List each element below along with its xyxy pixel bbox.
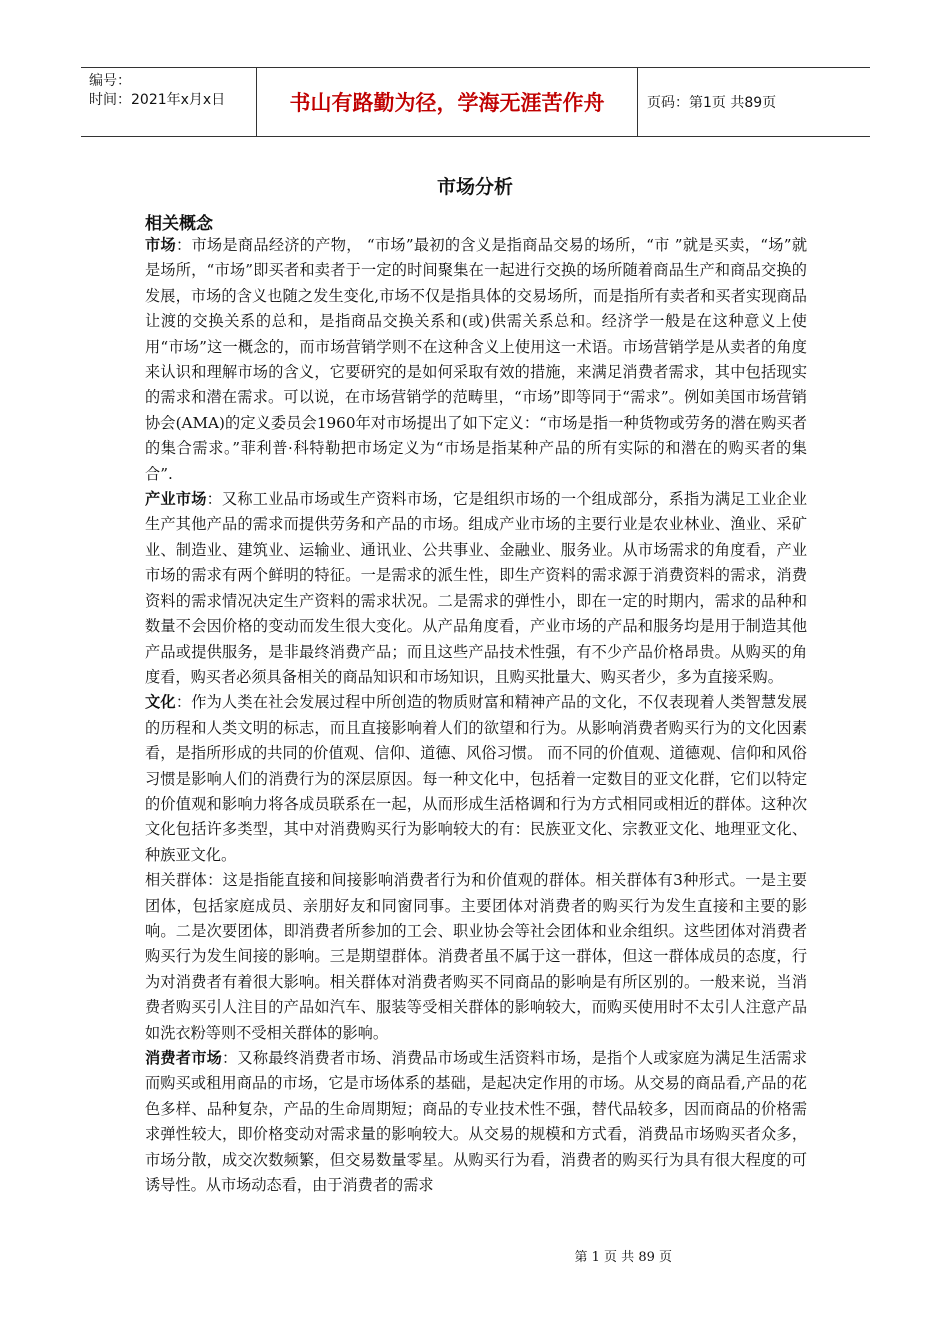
document-body [145,233,807,1198]
term-market: 市场 [145,236,176,254]
paragraph-text: ：作为人类在社会发展过程中所创造的物质财富和精神产品的文化，不仅表现着人类智慧发展的历程和人类文明的标志，而且直接影响着人们的欲望和行为。从影响消费者购买行为的文化因素看，是指所形成的共同的价值观、信仰、道德、风俗习惯。 而不同的价值观、道德观、信仰和风俗习惯是影响人们的消费行为的深层原因。每一种文化中，包括着一定数目的亚文化群，它们以特定的价值观和影响力将各成员联系在一起，从而形成生活格调和行为方式相同或相近的群体。这种次文化包括许多类型，其中对消费购买行为影响较大的有：民族亚文化、宗教亚文化、地理亚文化、种族亚文化。 [145,693,808,864]
paragraph-consumer-market [145,1046,807,1198]
header-motto: 书山有路勤为径，学海无涯苦作舟 [257,68,638,136]
time-label: 时间：2021年x月x日 [89,92,226,108]
document-title: 市场分析 [436,176,513,198]
term-culture: 文化 [145,693,176,712]
paragraph-text: ：市场是商品经济的产物， “市场”最初的含义是指商品交易的场所，“市 ”就是买卖，“场”就是场所，“市场”即买者和卖者于一定的时间聚集在一起进行交换的场所随着商品生产和商品交换的发展，市场的含义也随之发生变化,市场不仅是指具体的交易场所，而是指所有卖者和买者实现商品让渡的交换关系的总和，是指商品交换关系和(或)供需关系总和。经济学一般是在这种意义上使用“市场”这一概念的，而市场营销学则不在这种含义上使用这一术语。市场营销学是从卖者的角度来认识和理解市场的含义，它要研究的是如何采取有效的措施，来满足消费者需求，其中包括现实的需求和潜在需求。可以说，在市场营销学的范畴里，“市场”即等同于“需求”。例如美国市场营销协会(AMA)的定义委员会1960年对市场提出了如下定义：“市场是指一种货物或劳务的潜在购买者的集合需求。”菲利普·科特勒把市场定义为“市场是指某种产品的所有实际的和潜在的购买者的集合”. [145,236,808,483]
number-label: 编号： [89,73,131,89]
page-footer: 第 1 页 共 89 页 [574,1250,672,1265]
paragraph-text: ：又称最终消费者市场、消费品市场或生活资料市场，是指个人或家庭为满足生活需求而购买或租用商品的市场，它是市场体系的基础，是起决定作用的市场。从交易的商品看,产品的花色多样、品种复杂，产品的生命周期短；商品的专业技术性不强，替代品较多，因而商品的价格需求弹性较大，即价格变动对需求量的影响较大。从交易的规模和方式看，消费品市场购买者众多，市场分散，成交次数频繁，但交易数量零星。从购买行为看，消费者的购买行为具有很大程度的可诱导性。从市场动态看，由于消费者的需求 [145,1049,808,1195]
paragraph-market [145,233,807,487]
paragraph-industrial-market [145,487,807,690]
paragraph-text: 相关群体：这是指能直接和间接影响消费者行为和价值观的群体。相关群体有3种形式。一是主要团体，包括家庭成员、亲朋好友和同窗同事。主要团体对消费者的购买行为发生直接和主要的影响。二是次要团体，即消费者所参加的工会、职业协会等社会团体和业余组织。这些团体对消费者购买行为发生间接的影响。三是期望群体。消费者虽不属于这一群体，但这一群体成员的态度，行为对消费者有着很大影响。相关群体对消费者购买不同商品的影响是有所区别的。一般来说，当消费者购买引人注目的产品如汽车、服装等受相关群体的影响较大，而购买使用时不太引人注意产品如洗衣粉等则不受相关群体的影响。 [145,871,807,1042]
header-meta [81,68,257,136]
paragraph-text: ：又称工业品市场或生产资料市场，它是组织市场的一个组成部分，系指为满足工业企业生产其他产品的需求而提供劳务和产品的市场。组成产业市场的主要行业是农业林业、渔业、采矿业、制造业、建筑业、运输业、通讯业、公共事业、金融业、服务业。从市场需求的角度看，产业市场的需求有两个鲜明的特征。一是需求的派生性，即生产资料的需求源于消费资料的需求，消费资料的需求情况决定生产资料的需求状况。二是需求的弹性小，即在一定的时期内，需求的品种和数量不会因价格的变动而发生很大变化。从产品角度看，产业市场的产品和服务均是用于制造其他产品或提供服务，是非最终消费产品；而且这些产品技术性强，有不少产品价格昂贵。从购买的角度看，购买者必须具备相关的商品知识和市场知识，且购买批量大、购买者少，多为直接采购。 [145,490,808,686]
paragraph-reference-group [145,868,807,1046]
term-consumer-market: 消费者市场 [145,1049,223,1067]
header-page-info: 页码：第1页 共89页 [647,95,777,111]
paragraph-culture [145,690,807,868]
section-heading: 相关概念 [145,214,213,234]
header-table [81,67,870,137]
term-industrial-market: 产业市场 [145,490,207,509]
